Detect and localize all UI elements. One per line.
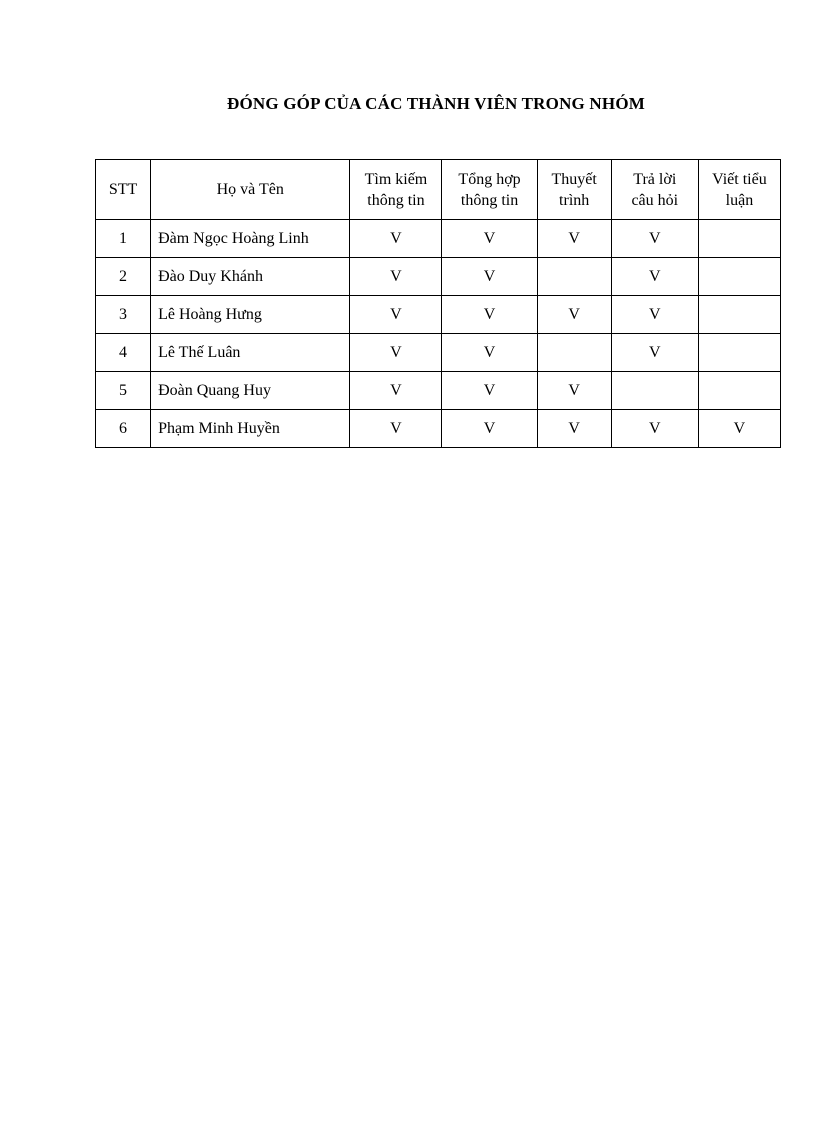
cell-name: Lê Hoàng Hưng bbox=[151, 296, 350, 334]
cell-name: Phạm Minh Huyền bbox=[151, 410, 350, 448]
cell-search: V bbox=[350, 258, 442, 296]
cell-present: V bbox=[537, 372, 611, 410]
cell-answer bbox=[611, 372, 698, 410]
table-row bbox=[96, 372, 781, 410]
header-stt: STT bbox=[96, 160, 151, 220]
cell-stt: 5 bbox=[96, 372, 151, 410]
header-answer-questions: Trả lời câu hỏi bbox=[611, 160, 698, 220]
cell-stt: 3 bbox=[96, 296, 151, 334]
cell-name: Đoàn Quang Huy bbox=[151, 372, 350, 410]
cell-essay bbox=[698, 258, 780, 296]
cell-stt: 4 bbox=[96, 334, 151, 372]
contribution-table bbox=[95, 159, 781, 448]
cell-essay bbox=[698, 372, 780, 410]
cell-synth: V bbox=[442, 258, 537, 296]
cell-answer: V bbox=[611, 410, 698, 448]
cell-search: V bbox=[350, 372, 442, 410]
cell-answer: V bbox=[611, 258, 698, 296]
cell-answer: V bbox=[611, 334, 698, 372]
header-search-info: Tìm kiếm thông tin bbox=[350, 160, 442, 220]
cell-answer: V bbox=[611, 220, 698, 258]
cell-synth: V bbox=[442, 220, 537, 258]
header-synthesize-info: Tổng hợp thông tin bbox=[442, 160, 537, 220]
table-row bbox=[96, 258, 781, 296]
cell-name: Đào Duy Khánh bbox=[151, 258, 350, 296]
cell-search: V bbox=[350, 296, 442, 334]
header-presentation: Thuyết trình bbox=[537, 160, 611, 220]
table-row bbox=[96, 334, 781, 372]
cell-search: V bbox=[350, 220, 442, 258]
header-write-essay: Viết tiểu luận bbox=[698, 160, 780, 220]
cell-name: Đàm Ngọc Hoàng Linh bbox=[151, 220, 350, 258]
cell-search: V bbox=[350, 410, 442, 448]
table-row bbox=[96, 410, 781, 448]
cell-name: Lê Thế Luân bbox=[151, 334, 350, 372]
table-row bbox=[96, 220, 781, 258]
page-title: ĐÓNG GÓP CỦA CÁC THÀNH VIÊN TRONG NHÓM bbox=[227, 94, 645, 113]
cell-synth: V bbox=[442, 296, 537, 334]
cell-present: V bbox=[537, 410, 611, 448]
cell-stt: 1 bbox=[96, 220, 151, 258]
cell-essay bbox=[698, 334, 780, 372]
cell-essay bbox=[698, 296, 780, 334]
cell-stt: 6 bbox=[96, 410, 151, 448]
cell-essay: V bbox=[698, 410, 780, 448]
cell-stt: 2 bbox=[96, 258, 151, 296]
cell-synth: V bbox=[442, 334, 537, 372]
cell-present: V bbox=[537, 220, 611, 258]
cell-essay bbox=[698, 220, 780, 258]
cell-synth: V bbox=[442, 372, 537, 410]
table-row bbox=[96, 296, 781, 334]
cell-present bbox=[537, 258, 611, 296]
cell-synth: V bbox=[442, 410, 537, 448]
table-header-row bbox=[96, 160, 781, 220]
cell-present: V bbox=[537, 296, 611, 334]
cell-answer: V bbox=[611, 296, 698, 334]
header-name: Họ và Tên bbox=[151, 160, 350, 220]
cell-present bbox=[537, 334, 611, 372]
cell-search: V bbox=[350, 334, 442, 372]
